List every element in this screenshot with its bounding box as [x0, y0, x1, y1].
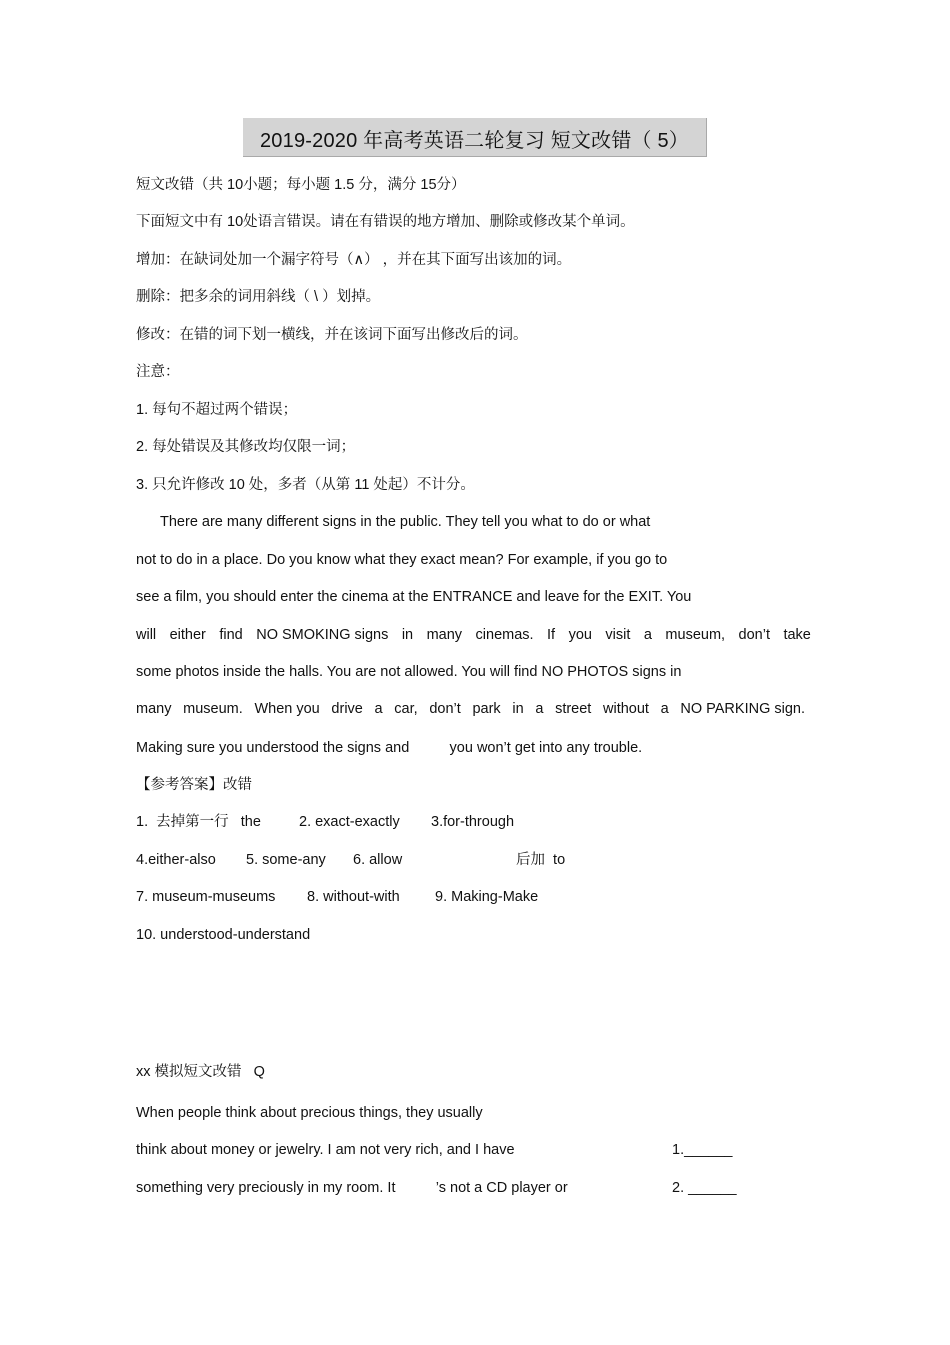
passage-word: visit: [605, 627, 631, 643]
instruction-line: 修改：在错的词下划一横线，并在该词下面写出修改后的词。: [136, 327, 528, 343]
rule-item: 1. 每句不超过两个错误；: [136, 402, 298, 418]
answer-item: 4.either-also: [136, 852, 216, 868]
passage-line: When people think about precious things, they usually: [136, 1105, 483, 1121]
section-heading: xx 模拟短文改错 Q: [136, 1064, 265, 1080]
passage-line: Making sure you understood the signs and you won’t get into any trouble.: [136, 740, 643, 756]
answer-item: 6. allow: [353, 852, 403, 868]
instruction-line: 增加：在缺词处加一个漏字符号（∧） ，并在其下面写出该加的词。: [136, 252, 572, 268]
passage-word: a: [660, 701, 669, 717]
answer-item: 5. some-any: [246, 852, 326, 868]
answer-blank: 2. ______: [672, 1180, 737, 1196]
answer-item: 2. exact-exactly: [299, 814, 400, 830]
passage-word: a: [535, 701, 544, 717]
passage-word: many: [426, 627, 463, 643]
answer-item: 1. 去掉第一行 the: [136, 814, 261, 830]
rule-item: 3. 只允许修改 10 处，多者（从第 11 处起）不计分。: [136, 477, 475, 493]
passage-word: without: [603, 701, 649, 717]
passage-word: NO PARKING sign.: [680, 701, 805, 717]
passage-line-justified: [136, 626, 811, 644]
instruction-line: 注意：: [136, 364, 180, 380]
passage-word: many: [136, 701, 172, 717]
page-title: 2019-2020 年高考英语二轮复习 短文改错（ 5）: [259, 130, 690, 152]
passage-word: you: [568, 627, 592, 643]
passage-line: see a film, you should enter the cinema at the ENTRANCE and leave for the EXIT. You: [136, 589, 692, 605]
passage-word: a: [374, 701, 383, 717]
passage-word: in: [401, 627, 414, 643]
passage-line: something very preciously in my room. It ’s not a CD player or: [136, 1180, 568, 1196]
passage-word: don’t: [429, 701, 461, 717]
answer-item: 8. without-with: [307, 889, 400, 905]
passage-word: If: [547, 627, 556, 643]
passage-line: think about money or jewelry. I am not very rich, and I have: [136, 1142, 515, 1158]
instruction-line: 下面短文中有 10处语言错误。请在有错误的地方增加、删除或修改某个单词。: [136, 214, 635, 230]
passage-word: park: [472, 701, 501, 717]
answer-item: 3.for-through: [431, 814, 515, 830]
passage-word: museum.: [183, 701, 243, 717]
passage-line: not to do in a place. Do you know what they exact mean? For example, if you go to: [136, 552, 668, 568]
passage-word: don’t: [738, 627, 770, 643]
passage-word: car,: [394, 701, 418, 717]
passage-word: a: [643, 627, 652, 643]
instruction-line: 删除：把多余的词用斜线（ \ ）划掉。: [136, 289, 381, 305]
passage-line-justified: [136, 700, 805, 718]
answer-item: 后加 to: [516, 852, 566, 868]
answer-item: 7. museum-museums: [136, 889, 276, 905]
answer-row: 10. understood-understand: [136, 927, 311, 943]
passage-line: some photos inside the halls. You are not allowed. You will find NO PHOTOS signs in: [136, 664, 682, 680]
passage-word: find: [219, 627, 243, 643]
passage-word: either: [169, 627, 206, 643]
passage-word: museum,: [665, 627, 726, 643]
answer-item: 9. Making-Make: [435, 889, 539, 905]
passage-line: There are many different signs in the public. They tell you what to do or what: [160, 514, 651, 530]
passage-word: street: [555, 701, 592, 717]
answer-heading: 【参考答案】改错: [136, 777, 252, 793]
passage-word: When you: [254, 701, 320, 717]
answer-blank: 1.______: [672, 1142, 733, 1158]
passage-word: cinemas.: [475, 627, 534, 643]
instruction-line: 短文改错（共 10小题；每小题 1.5 分，满分 15分）: [136, 177, 466, 193]
passage-word: will: [136, 627, 157, 643]
passage-word: take: [783, 627, 811, 643]
passage-word: drive: [331, 701, 363, 717]
rule-item: 2. 每处错误及其修改均仅限一词；: [136, 439, 356, 455]
passage-word: NO SMOKING signs: [256, 627, 389, 643]
passage-word: in: [512, 701, 524, 717]
